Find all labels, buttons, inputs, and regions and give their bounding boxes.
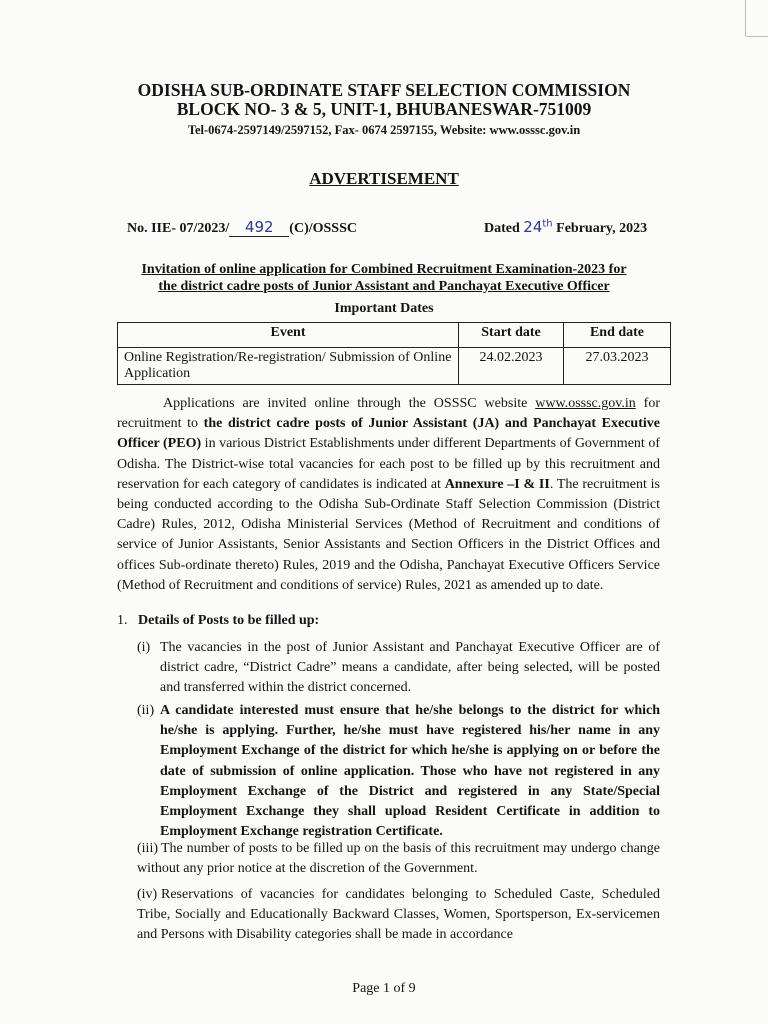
website-link[interactable]: www.osssc.gov.in [535,396,636,411]
item-text: The number of posts to be filled up on the basis of this recruitment may undergo change without any prior notice at the discretion of the Government. [137,841,660,877]
scan-edge-mark [746,36,768,37]
item-label: (i) [137,640,151,655]
handwritten-day: 24 [523,218,543,236]
section-heading [117,613,319,629]
column-header: End date [564,323,671,348]
item-text: Reservations of vacancies for candidates belonging to Scheduled Caste, Scheduled Tribe, Socially and Educationally Backward Classes, Women, Sportsperson, Ex-servicemen and Persons with Disability categories shall be made in accordance [137,887,660,943]
intro-text: . The recruitment is being conducted according to the Odisha Sub-Ordinate Staff Selection Commission (District Cadre) Rules, 2012, Odisha Ministerial Services (Method of Recruitment and conditions of service of Junior Assistants, Senior Assistants and Section Officers in the District Offices and offices Sub-ordinate thereto) Rules, 2019 and the Odisha, Panchayat Executive Officers Service (Method of Recruitment and conditions of service) Rules, 2021 as amended up to date. [117,476,660,593]
important-dates-heading: Important Dates [334,301,434,316]
reference-number [127,218,357,237]
invitation-line-2: the district cadre posts of Junior Assistant and Panchayat Executive Officer [158,279,610,294]
list-item [137,701,660,842]
intro-bold-annexure: Annexure –I & II [444,476,550,492]
reference-suffix: (C)/OSSSC [289,221,357,236]
list-item [137,839,660,879]
date-month-year: February, 2023 [556,221,648,236]
item-label: (iv) [137,887,158,902]
item-text: The vacancies in the post of Junior Assistant and Panchayat Executive Officer are of district cadre, “District Cadre” means a candidate, after being selected, will be posted and transferred within the district concerned. [160,640,660,696]
reference-date [484,218,647,237]
section-title: Details of Posts to be filled up: [138,613,320,628]
item-label: (ii) [137,703,155,718]
handwritten-number: 492 [229,218,289,237]
table-row [118,348,671,385]
handwritten-day-suffix: th [542,218,553,230]
intro-text: for recruitment to [117,396,660,432]
item-text: A candidate interested must ensure that he/she belongs to the district for which he/she is applying. Further, he/she must have registered his/her name in any Employment Exchange of the district for which he/she is applying on or before the date of submission of online application. Those who have not registered in any Employment Exchange of the District and registered in any State/Special Employment Exchange they shall upload Resident Certificate in addition to Employment Exchange registration Certificate. [160,703,660,840]
end-date-cell: 27.03.2023 [564,348,671,385]
intro-bold-posts: the district cadre posts of Junior Assistant (JA) and Panchayat Executive Officer (PEO) [117,416,660,452]
section-number: 1. [117,613,128,628]
intro-paragraph [117,394,660,596]
scan-edge-mark [745,0,746,36]
start-date-cell: 24.02.2023 [459,348,564,385]
commission-contact: Tel-0674-2597149/2597152, Fax- 0674 2597155, Website: www.osssc.gov.in [187,123,581,137]
important-dates-table [117,322,671,385]
column-header: Event [118,323,459,348]
item-label: (iii) [137,841,158,856]
dated-label: Dated [484,221,520,236]
reference-prefix: No. IIE- 07/2023/ [127,221,230,236]
list-item [137,638,660,699]
commission-address: BLOCK NO- 3 & 5, UNIT-1, BHUBANESWAR-751009 [176,99,592,119]
invitation-line-1: Invitation of online application for Combined Recruitment Examination-2023 for [141,262,627,277]
intro-text: Applications are invited online through the OSSSC website [163,396,536,411]
page-number: Page 1 of 9 [352,981,416,996]
column-header: Start date [459,323,564,348]
intro-text: in various District Establishments under different Departments of Government of Odisha. The District-wise total vacancies for each post to be filled up by this recruitment and reservation for each category of candidates is indicated at [117,436,660,492]
table-header-row [118,323,671,348]
list-item [137,885,660,946]
commission-name: ODISHA SUB-ORDINATE STAFF SELECTION COMMISSION [137,80,631,100]
page-title: ADVERTISEMENT [309,169,459,188]
event-cell: Online Registration/Re-registration/ Submission of Online Application [118,348,459,385]
